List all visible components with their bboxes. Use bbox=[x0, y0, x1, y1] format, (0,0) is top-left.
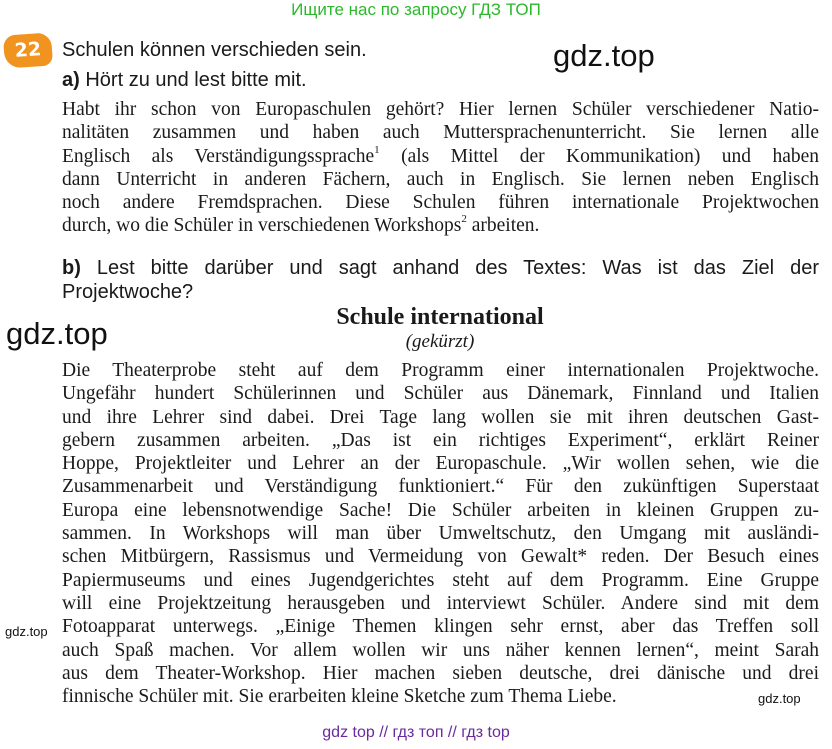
part-b-letter: b) bbox=[62, 257, 81, 279]
article-line: Papiermuseums und eines Jugendgerichtes steht auf dem Programm. Eine Gruppe bbox=[62, 569, 819, 591]
exercise-title: Schulen können verschieden sein. bbox=[62, 39, 367, 61]
watermark-middle-left: gdz.top bbox=[6, 316, 108, 351]
part-b-text: Lest bitte darüber und sagt anhand des Textes: Was ist das Ziel der bbox=[96, 257, 819, 279]
intro-line-part: (als Mittel der Kommunikation) und haben bbox=[401, 145, 820, 167]
part-a-letter: a) bbox=[62, 69, 80, 91]
intro-line-part: arbeiten. bbox=[471, 215, 540, 237]
article-title: Schule international bbox=[336, 304, 544, 330]
part-a-instruction bbox=[62, 68, 307, 92]
watermark-small-left: gdz.top bbox=[5, 624, 48, 639]
part-b-instruction bbox=[62, 256, 819, 304]
intro-line: nalitäten zusammen und haben auch Muttersprachenunterricht. Sie lernen alle bbox=[62, 122, 819, 144]
article-line: Hoppe, Projektleiter und Lehrer an der Europaschule. „Wir wollen sehen, wie die bbox=[62, 453, 819, 475]
article-line: Zusammenarbeit und Verständigung funktioniert.“ Für den zukünftigen Superstaat bbox=[62, 476, 819, 498]
article-line: will eine Projektzeitung herausgeben und interviewt Schüler. Andere sind mit dem bbox=[62, 592, 819, 614]
article-line: aus dem Theater-Workshop. Hier machen sieben deutsche, drei dänische und drei bbox=[62, 662, 819, 684]
intro-line bbox=[62, 145, 819, 168]
article-subtitle: (gekürzt) bbox=[405, 331, 475, 352]
article-line: Ungefähr hundert Schülerinnen und Schüler aus Dänemark, Finnland und Italien bbox=[62, 383, 819, 405]
article-line: finnische Schüler mit. Sie erarbeiten kleine Sketche zum Thema Liebe. bbox=[62, 686, 617, 708]
article-line: gebern zusammen arbeiten. „Das ist ein richtiges Experiment“, erklärt Reiner bbox=[62, 429, 819, 451]
part-b-line: Projektwoche? bbox=[62, 281, 194, 303]
article-line: auch Spaß machen. Vor allem wollen wir uns näher kennen lernen“, meint Sarah bbox=[62, 639, 819, 661]
watermark-top-right: gdz.top bbox=[553, 38, 655, 73]
intro-line-part: Englisch als Verständigungssprache bbox=[62, 145, 375, 167]
article-line: Fotoapparat unterwegs. „Einige Themen klingen sehr ernst, aber das Treffen soll bbox=[62, 616, 819, 638]
watermark-small-right: gdz.top bbox=[758, 691, 801, 706]
intro-line: Habt ihr schon von Europaschulen gehört? Hier lernen Schüler verschiedener Natio- bbox=[62, 99, 819, 120]
exercise-number-badge: 22 bbox=[3, 32, 53, 68]
intro-line: noch andere Fremdsprachen. Diese Schulen führen internationale Projektwochen bbox=[62, 192, 819, 214]
intro-line-part: durch, wo die Schüler in verschiedenen Workshops bbox=[62, 215, 462, 237]
intro-line bbox=[62, 214, 819, 237]
article-line: Europa eine lebensnotwendige Sache! Die Schüler arbeiten in kleinen Gruppen zu- bbox=[62, 499, 819, 521]
footnote-mark-2: 2 bbox=[461, 213, 467, 226]
article-line: sammen. In Workshops will man über Umweltschutz, den Umgang mit ausländi- bbox=[62, 523, 819, 545]
part-a-text: Hört zu und lest bitte mit. bbox=[85, 69, 307, 91]
search-hint-banner: Ищите нас по запросу ГДЗ ТОП bbox=[291, 0, 541, 19]
footer-links: gdz top // гдз топ // гдз top bbox=[322, 724, 510, 741]
footnote-mark-1: 1 bbox=[374, 143, 380, 156]
part-b-line bbox=[62, 256, 819, 280]
article-line: Die Theaterprobe steht auf dem Programm einer internationalen Projektwoche. bbox=[62, 360, 819, 381]
intro-line: dann Unterricht in anderen Fächern, auch in Englisch. Sie lernen neben Englisch bbox=[62, 168, 819, 190]
article-body bbox=[62, 359, 819, 708]
intro-paragraph bbox=[62, 98, 819, 238]
article-line: und ihre Lehrer sind dabei. Drei Tage lang wollen sie mit ihren deutschen Gast- bbox=[62, 406, 819, 428]
article-line: schen Mitbürgern, Rassismus und Vermeidung von Gewalt* reden. Der Besuch eines bbox=[62, 546, 819, 568]
